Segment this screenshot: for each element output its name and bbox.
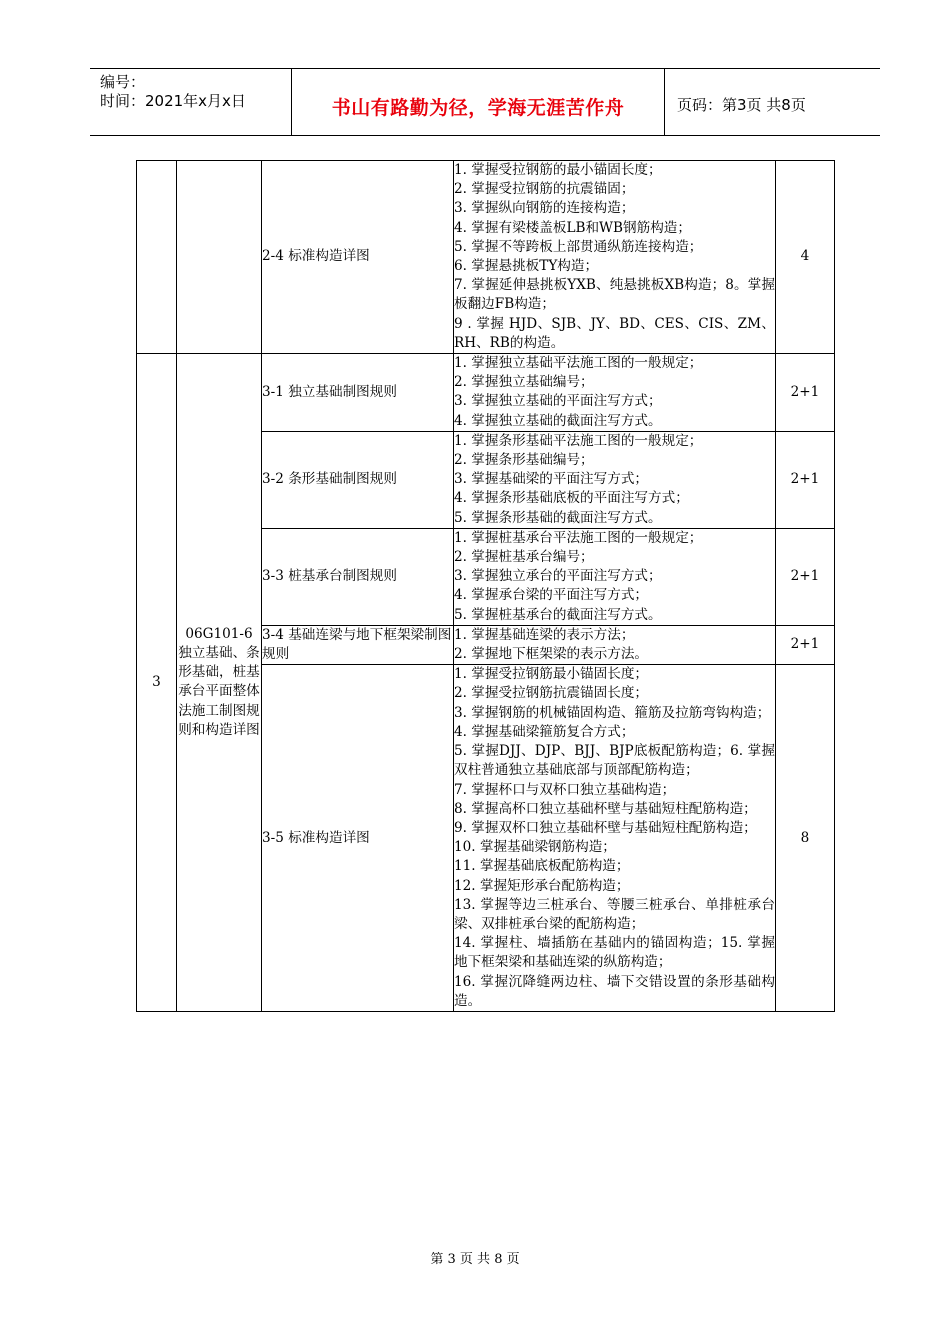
list-item: 8. 掌握高杯口独立基础杯壁与基础短柱配筋构造；	[454, 800, 757, 817]
list-item: 3. 掌握钢筋的机械锚固构造、箍筋及拉筋弯钩构造；	[454, 704, 771, 721]
section-content	[454, 354, 776, 432]
hours-cell: 2+1	[776, 625, 835, 664]
list-item: 12. 掌握矩形承台配筋构造；	[454, 877, 630, 894]
list-item: 2. 掌握受拉钢筋抗震锚固长度；	[454, 685, 649, 702]
chapter-topic-cell: 06G101-6 独立基础、条形基础，桩基承台平面整体法施工制图规则和构造详图	[177, 354, 262, 1012]
list-item: 1. 掌握受拉钢筋最小锚固长度；	[454, 666, 649, 683]
list-item: 9 . 掌握 HJD、SJB、JY、BD、CES、CIS、ZM、RH、RB的构造。	[454, 315, 775, 351]
list-item: 1. 掌握条形基础平法施工图的一般规定；	[454, 432, 703, 449]
document-time-label: 时间：2021年x月x日	[100, 92, 246, 110]
list-item: 2. 掌握独立基础编号；	[454, 374, 594, 391]
header-motto-cell	[292, 69, 665, 135]
list-item: 3. 掌握独立承台的平面注写方式；	[454, 568, 662, 585]
chapter-topic-cell	[177, 161, 262, 354]
hours-cell: 4	[776, 161, 835, 354]
list-item: 2. 掌握桩基承台编号；	[454, 549, 594, 566]
list-item: 2. 掌握地下框架梁的表示方法。	[454, 646, 649, 663]
section-content	[454, 665, 776, 1012]
header-meta-cell	[90, 69, 292, 135]
section-title: 3-4 基础连梁与地下框架梁制图规则	[262, 625, 454, 664]
list-item: 1. 掌握桩基承台平法施工图的一般规定；	[454, 529, 703, 546]
list-item: 14. 掌握柱、墙插筋在基础内的锚固构造；15. 掌握地下框架梁和基础连梁的纵筋构造；	[454, 935, 775, 971]
list-item: 5. 掌握条形基础的截面注写方式。	[454, 509, 662, 526]
list-item: 5. 掌握桩基承台的截面注写方式。	[454, 606, 662, 623]
list-item: 4. 掌握条形基础底板的平面注写方式；	[454, 490, 689, 507]
section-title: 3-5 标准构造详图	[262, 665, 454, 1012]
list-item: 4. 掌握独立基础的截面注写方式。	[454, 412, 662, 429]
header-page-cell	[665, 69, 880, 135]
section-content	[454, 528, 776, 625]
table-row	[137, 161, 835, 354]
section-content	[454, 431, 776, 528]
header-page-number: 页码：第3页 共8页	[677, 96, 806, 114]
list-item: 11. 掌握基础底板配筋构造；	[454, 858, 630, 875]
list-item: 4. 掌握基础梁箍筋复合方式；	[454, 723, 635, 740]
list-item: 7. 掌握杯口与双杯口独立基础构造；	[454, 781, 676, 798]
list-item: 3. 掌握独立基础的平面注写方式；	[454, 393, 662, 410]
list-item: 7. 掌握延伸悬挑板YXB、纯悬挑板XB构造；8。掌握板翻边FB构造；	[454, 277, 775, 313]
section-title: 3-1 独立基础制图规则	[262, 354, 454, 432]
list-item: 10. 掌握基础梁钢筋构造；	[454, 839, 616, 856]
section-title: 3-3 桩基承台制图规则	[262, 528, 454, 625]
hours-cell: 2+1	[776, 354, 835, 432]
table-row	[137, 354, 835, 432]
section-title: 2-4 标准构造详图	[262, 161, 454, 354]
syllabus-table	[136, 160, 835, 1012]
section-content	[454, 625, 776, 664]
page-footer: 第 3 页 共 8 页	[430, 1252, 520, 1267]
list-item: 4. 掌握承台梁的平面注写方式；	[454, 587, 649, 604]
list-item: 2. 掌握条形基础编号；	[454, 452, 594, 469]
list-item: 9. 掌握双杯口独立基础杯壁与基础短柱配筋构造；	[454, 819, 757, 836]
list-item: 5. 掌握DJJ、DJP、BJJ、BJP底板配筋构造；6. 掌握双柱普通独立基础底部与顶部配筋构造；	[454, 743, 775, 779]
section-title: 3-2 条形基础制图规则	[262, 431, 454, 528]
list-item: 2. 掌握受拉钢筋的抗震锚固；	[454, 181, 635, 198]
page-header	[90, 68, 880, 136]
hours-cell: 2+1	[776, 431, 835, 528]
header-motto: 书山有路勤为径，学海无涯苦作舟	[331, 97, 625, 119]
list-item: 4. 掌握有梁楼盖板LB和WB钢筋构造；	[454, 219, 691, 236]
list-item: 13. 掌握等边三桩承台、等腰三桩承台、单排桩承台梁、双排桩承台梁的配筋构造；	[454, 896, 775, 932]
section-content	[454, 161, 776, 354]
chapter-number-cell: 3	[137, 354, 177, 1012]
document-number-label: 编号：	[100, 73, 146, 91]
list-item: 16. 掌握沉降缝两边柱、墙下交错设置的条形基础构造。	[454, 973, 775, 1009]
list-item: 6. 掌握悬挑板TY构造；	[454, 258, 599, 275]
list-item: 3. 掌握纵向钢筋的连接构造；	[454, 200, 635, 217]
chapter-number-cell	[137, 161, 177, 354]
list-item: 1. 掌握基础连梁的表示方法；	[454, 626, 635, 643]
hours-cell: 8	[776, 665, 835, 1012]
list-item: 5. 掌握不等跨板上部贯通纵筋连接构造；	[454, 238, 703, 255]
hours-cell: 2+1	[776, 528, 835, 625]
list-item: 3. 掌握基础梁的平面注写方式；	[454, 471, 649, 488]
list-item: 1. 掌握受拉钢筋的最小锚固长度；	[454, 162, 662, 178]
list-item: 1. 掌握独立基础平法施工图的一般规定；	[454, 355, 703, 372]
